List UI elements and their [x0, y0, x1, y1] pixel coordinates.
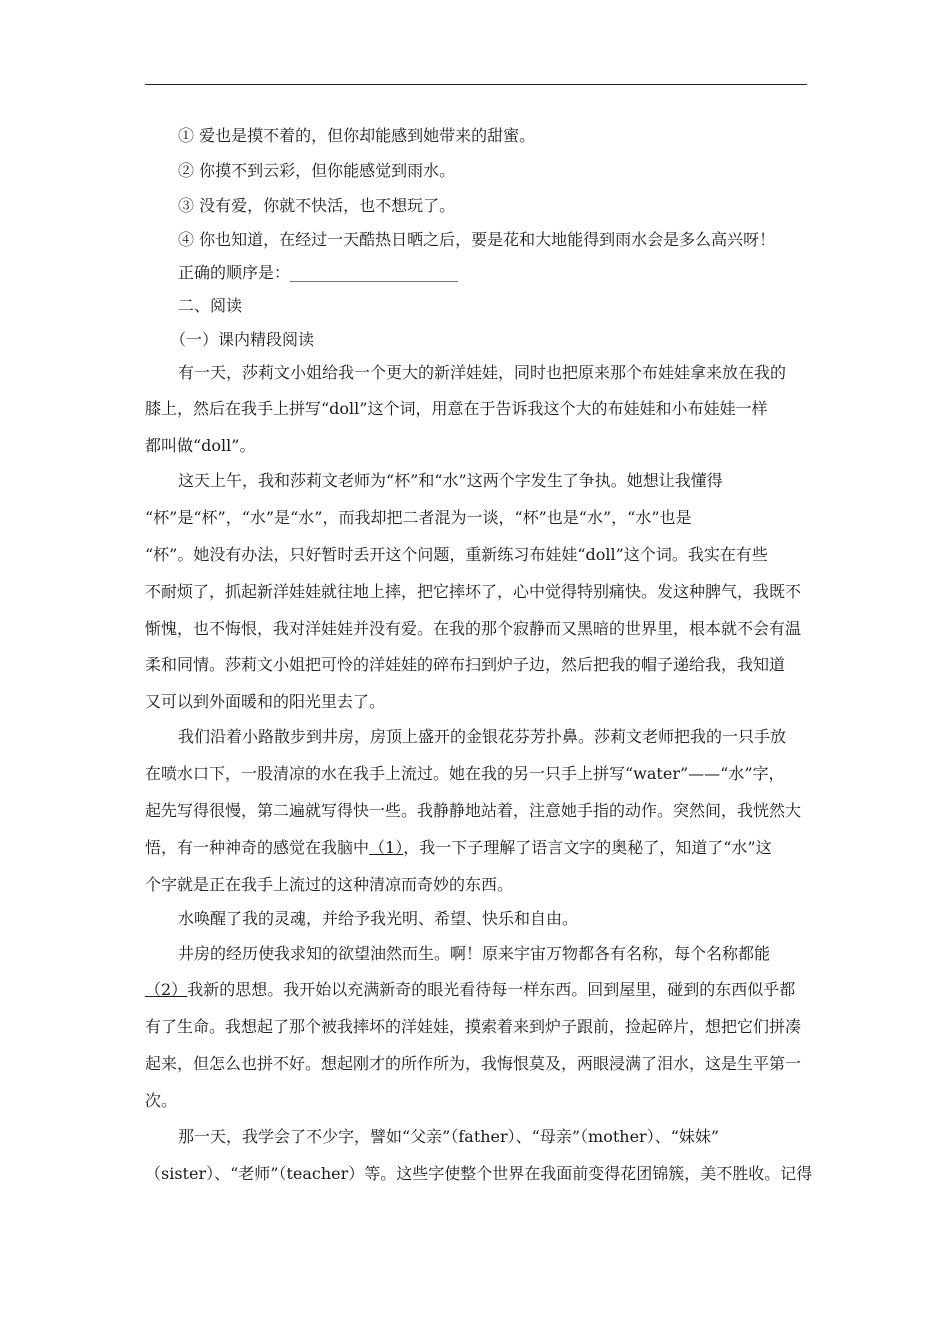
- paragraph-5-text: 我新的思想。我开始以充满新奇的眼光看待每一样东西。回到屋里，碰到的东西似乎都: [187, 980, 796, 999]
- paragraph-3-line: [145, 838, 772, 858]
- paragraph-3-line: 个字就是正在我手上流过的这种清凉而奇妙的东西。: [145, 875, 514, 894]
- subsection-title: （一）课内精段阅读: [170, 330, 315, 349]
- paragraph-6-line: （sister）、“老师”（teacher）等。这些字使整个世界在我面前变得花团锦簇，美不胜收。记得: [145, 1164, 813, 1183]
- paragraph-2-line: 惭愧，也不悔恨，我对洋娃娃并没有爱。在我的那个寂静而又黑暗的世界里，根本就不会有温: [145, 619, 802, 638]
- paragraph-5-line: 井房的经历使我求知的欲望油然而生。啊！原来宇宙万物都各有名称，每个名称都能: [178, 944, 771, 963]
- paragraph-3-line: 起先写得很慢，第二遍就写得快一些。我静静地站着，注意她手指的动作。突然间，我恍然大: [145, 801, 802, 820]
- paragraph-2-line: 柔和同情。莎莉文小姐把可怜的洋娃娃的碎布扫到炉子边，然后把我的帽子递给我，我知道: [145, 655, 786, 674]
- blank-2: （2）: [145, 980, 188, 999]
- option-2: ② 你摸不到云彩，但你能感觉到雨水。: [178, 161, 456, 180]
- paragraph-2-line: “杯”是“杯”，“水”是“水”，而我却把二者混为一谈，“杯”也是“水”，“水”也是: [145, 508, 692, 527]
- paragraph-5-line: 次。: [145, 1091, 178, 1110]
- option-3: ③ 没有爱，你就不快活，也不想玩了。: [178, 196, 456, 215]
- paragraph-1-line: 有一天，莎莉文小姐给我一个更大的新洋娃娃，同时也把原来那个布娃娃拿来放在我的: [178, 363, 787, 382]
- paragraph-2-line: 又可以到外面暖和的阳光里去了。: [145, 692, 386, 711]
- section-title: 二、阅读: [178, 296, 243, 315]
- paragraph-5-line: 有了生命。我想起了那个被我摔坏的洋娃娃，摸索着来到炉子跟前，捡起碎片，想把它们拼凑: [145, 1017, 802, 1036]
- paragraph-5-line: [145, 980, 795, 1000]
- paragraph-2-line: 不耐烦了，抓起新洋娃娃就往地上摔，把它摔坏了，心中觉得特别痛快。发这种脾气，我既不: [145, 582, 802, 601]
- paragraph-3-text: ，我一下子理解了语言文字的奥秘了，知道了“水”这: [403, 838, 772, 857]
- paragraph-5-line: 起来，但怎么也拼不好。想起刚才的所作所为，我悔恨莫及，两眼浸满了泪水，这是生平第一: [145, 1054, 802, 1073]
- paragraph-1-line: 都叫做“doll”。: [145, 436, 256, 455]
- header-rule: [145, 84, 807, 85]
- paragraph-3-line: 在喷水口下，一股清凉的水在我手上流过。她在我的另一只手上拼写“water”——“水”字，: [145, 764, 785, 783]
- paragraph-2-line: 这天上午，我和莎莉文老师为“杯”和“水”这两个字发生了争执。她想让我懂得: [178, 471, 723, 490]
- paragraph-4: 水唤醒了我的灵魂，并给予我光明、希望、快乐和自由。: [178, 909, 579, 928]
- option-4: ④ 你也知道，在经过一天酷热日晒之后，要是花和大地能得到雨水会是多么高兴呀！: [178, 230, 776, 249]
- paragraph-2-line: “杯”。她没有办法，只好暂时丢开这个问题，重新练习布娃娃“doll”这个词。我实在有些: [145, 545, 768, 564]
- option-1: ① 爱也是摸不着的，但你却能感到她带来的甜蜜。: [178, 126, 536, 145]
- paragraph-3-line: 我们沿着小路散步到井房，房顶上盛开的金银花芬芳扑鼻。莎莉文老师把我的一只手放: [178, 727, 787, 746]
- answer-prompt: 正确的顺序是：_____________________: [178, 263, 459, 282]
- paragraph-1-line: 膝上，然后在我手上拼写“doll”这个词，用意在于告诉我这个大的布娃娃和小布娃娃一样: [145, 399, 768, 418]
- paragraph-3-text: 悟，有一种神奇的感觉在我脑中: [145, 838, 370, 857]
- blank-1: （1）: [369, 838, 404, 857]
- paragraph-6-line: 那一天，我学会了不少字，譬如“父亲”（father）、“母亲”（mother）、“妹妹”: [178, 1127, 720, 1146]
